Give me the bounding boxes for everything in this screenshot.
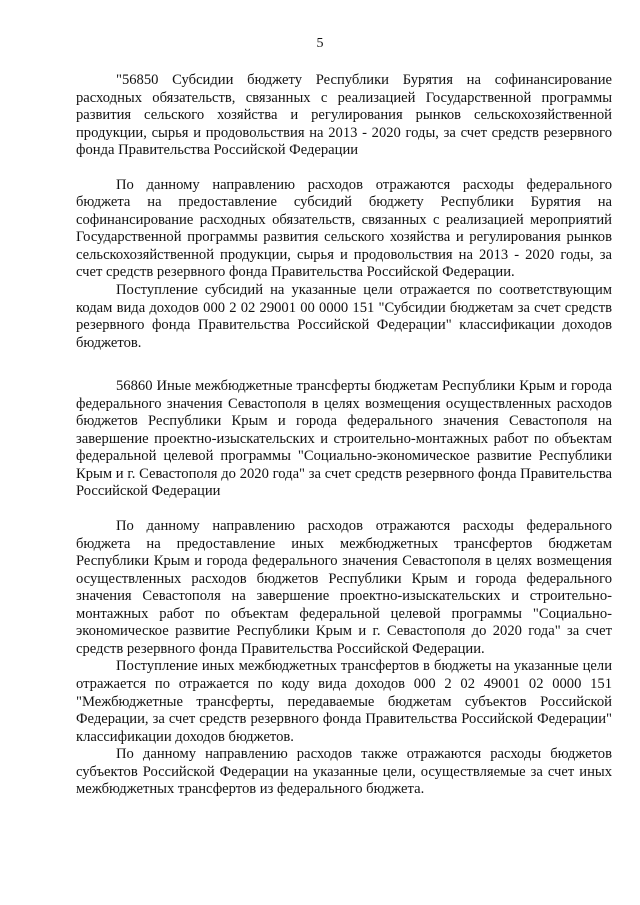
paragraph-56860-description: По данному направлению расходов отражаются расходы федерального бюджета на предоставление иных межбюджетных трансфертов бюджетам Республики Крым и города федерального значения Севастополя в целях возмещения осуществленных расходов бюджетов Республики Крым и города федерального значения Севастополя на завершение проектно-изыскательских и строительно-монтажных работ по объектам федеральной целевой программы "Социально-экономическое развитие Республики Крым и г. Севастополя до 2020 года" за счет средств резервного фонда Правительства Российской Федерации.: [76, 518, 612, 657]
page-number: 5: [316, 36, 324, 51]
paragraph-56850-heading: "56850 Субсидии бюджету Республики Бурятия на софинансирование расходных обязательств, связанных с реализацией Государственной программы развития сельского хозяйства и регулирования рынков сельскохозяйственной продукции, сырья и продовольствия на 2013 - 2020 годы, за счет средств резервного фонда Правительства Российской Федерации: [76, 72, 612, 159]
paragraph-56860-regional: По данному направлению расходов также отражаются расходы бюджетов субъектов Российской Федерации на указанные цели, осуществляемые за счет иных межбюджетных трансфертов из федерального бюджета.: [76, 746, 612, 798]
paragraph-56850-revenue: Поступление субсидий на указанные цели отражается по соответствующим кодам вида доходов 000 2 02 29001 00 0000 151 "Субсидии бюджетам за счет средств резервного фонда Правительства Российской Федерации" классификации доходов бюджетов.: [76, 282, 612, 351]
paragraph-56850-description: По данному направлению расходов отражаются расходы федерального бюджета на предоставление субсидий бюджету Республики Бурятия на софинансирование расходных обязательств, связанных с реализацией мероприятий Государственной программы развития сельского хозяйства и регулирования рынков сельскохозяйственной продукции, сырья и продовольствия на 2013 - 2020 годы, за счет средств резервного фонда Правительства Российской Федерации.: [76, 176, 612, 281]
paragraph-56860-revenue: Поступление иных межбюджетных трансфертов в бюджеты на указанные цели отражается по отражается по коду вида доходов 000 2 02 49001 02 0000 151 "Межбюджетные трансферты, передаваемые бюджетам субъектов Российской Федерации, за счет средств резервного фонда Правительства Российской Федерации" классификации доходов бюджетов.: [76, 658, 612, 745]
paragraph-56860-heading: 56860 Иные межбюджетные трансферты бюджетам Республики Крым и города федерального значения Севастополя в целях возмещения осуществленных расходов бюджетов Республики Крым и города федерального значения Севастополя на завершение проектно-изыскательских и строительно-монтажных работ по объектам федеральной целевой программы "Социально-экономическое развитие Республики Крым и г. Севастополя до 2020 года" за счет средств резервного фонда Правительства Российской Федерации: [76, 378, 612, 500]
document-body: [76, 72, 612, 799]
